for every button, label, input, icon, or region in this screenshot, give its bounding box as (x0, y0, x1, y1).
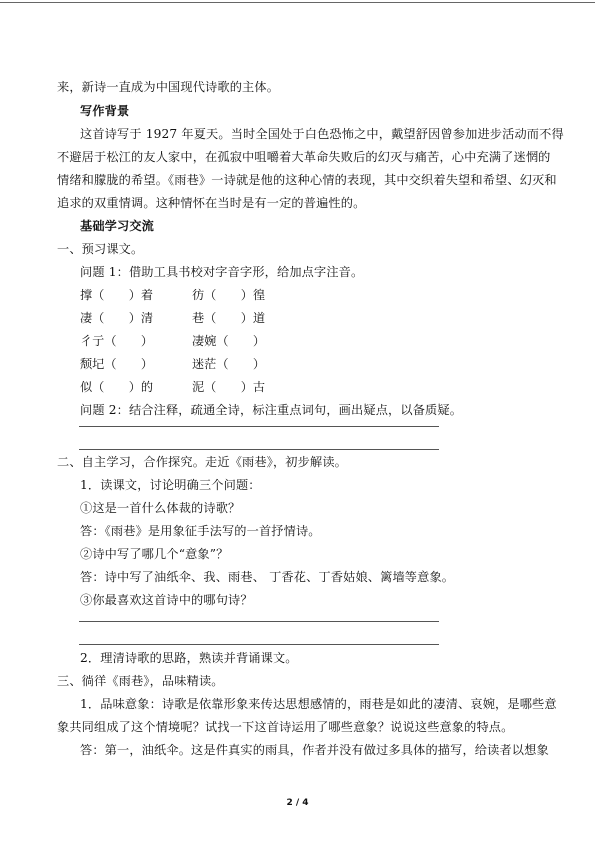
pinyin-item: 颓圮（ ） (80, 357, 154, 371)
background-line: 情绪和朦胧的希望。《雨巷》一诗就是他的这种心情的表现，其中交织着失望和希望、幻灭和 (57, 173, 557, 187)
answer-line (79, 426, 439, 427)
pinyin-item: 凄婉（ ） (192, 334, 266, 348)
part1-title: 一、预习课文。 (57, 242, 144, 256)
answer-line (79, 644, 439, 645)
answer-a: 答：《雨巷》是用象征手法写的一首抒情诗。 (80, 524, 321, 538)
part2-item2: 2．理清诗歌的思路，熟读并背诵课文。 (80, 651, 298, 665)
pinyin-item: 彳亍（ ） (80, 334, 154, 348)
intro-tail-line: 来，新诗一直成为中国现代诗歌的主体。 (57, 80, 280, 94)
question-1: 问题 1：借助工具书校对字音字形，给加点字注音。 (80, 265, 364, 279)
background-line: 不避居于松江的友人家中，在孤寂中咀嚼着大革命失败后的幻灭与痛苦，心中充满了迷惘的 (57, 150, 551, 164)
pinyin-item: 撑（ ）着 (80, 288, 154, 302)
part3-line: 象共同组成了这个情境呢？试找一下这首诗运用了哪些意象？说说这些意象的特点。 (57, 720, 514, 734)
pinyin-item: 泥（ ）古 (192, 380, 266, 394)
header-rule (0, 2, 595, 3)
question-a: ①这是一首什么体裁的诗歌？ (80, 501, 241, 515)
answer-b: 答：诗中写了油纸伞、我、雨巷、 丁香花、丁香姑娘、篱墙等意象。 (80, 570, 455, 584)
part3-line: 1．品味意象：诗歌是依靠形象来传达思想感情的，雨巷是如此的凄清、哀婉，是哪些意 (80, 697, 557, 711)
basic-heading: 基础学习交流 (80, 219, 155, 233)
answer-line (79, 621, 439, 622)
question-c: ③你最喜欢这首诗中的哪句诗？ (80, 593, 253, 607)
background-line: 这首诗写于 1927 年夏天。当时全国处于白色恐怖之中，戴望舒因曾参加进步活动而不得 (80, 127, 564, 141)
pinyin-item: 迷茫（ ） (192, 357, 266, 371)
question-b: ②诗中写了哪几个“意象”？ (80, 547, 229, 561)
part3-line: 答：第一，油纸伞。这是件真实的雨具，作者并没有做过多具体的描写，给读者以想象 (80, 743, 549, 757)
answer-line (79, 449, 439, 450)
pinyin-item: 似（ ）的 (80, 380, 154, 394)
pinyin-item: 巷（ ）道 (192, 311, 266, 325)
pinyin-item: 凄（ ）清 (80, 311, 154, 325)
page-number: 2 / 4 (286, 798, 309, 808)
part2-item1: 1．读课文，讨论明确三个问题： (80, 478, 261, 492)
background-line: 追求的双重情调。这种情怀在当时是有一定的普遍性的。 (57, 196, 366, 210)
background-heading: 写作背景 (80, 104, 130, 118)
question-2: 问题 2：结合注释，疏通全诗，标注重点词句，画出疑点，以备质疑。 (80, 403, 463, 417)
part3-title: 三、徜徉《雨巷》，品味精读。 (57, 674, 224, 688)
part2-title: 二、自主学习，合作探究。走近《雨巷》，初步解读。 (57, 455, 347, 469)
pinyin-item: 彷（ ）徨 (192, 288, 266, 302)
